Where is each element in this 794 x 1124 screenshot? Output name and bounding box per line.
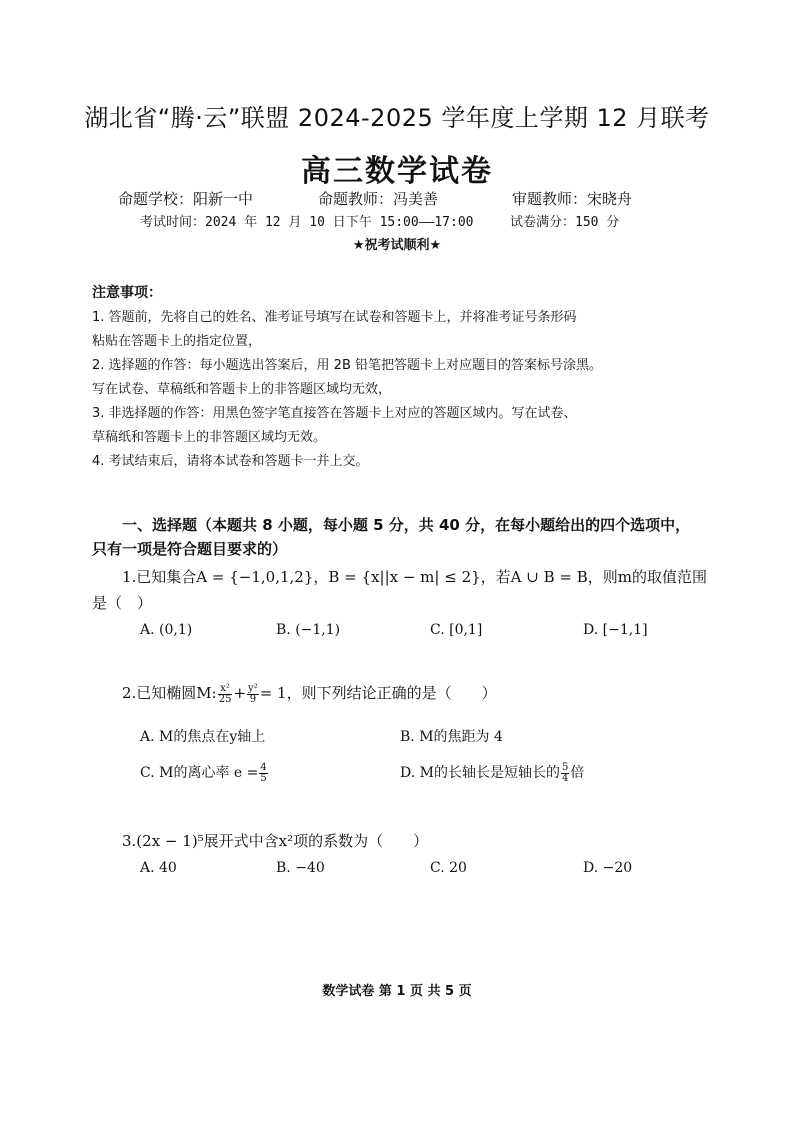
question-3-option-d: D. −20 — [583, 860, 633, 876]
question-1-option-b: B. (−1,1) — [276, 622, 341, 638]
review-teacher: 审题教师：宋晓舟 — [512, 190, 633, 208]
note-line: 2. 选择题的作答：每小题选出答案后，用 2B 铅笔把答题卡上对应题目的答案标号涂黑。 — [92, 358, 602, 373]
notes-heading: 注意事项： — [92, 285, 162, 301]
plus-sign: + — [233, 684, 247, 702]
good-luck-wish: ★祝考试顺利★ — [352, 238, 442, 253]
note-line: 4. 考试结束后，请将本试卷和答题卡一并上交。 — [92, 454, 369, 469]
question-2-stem — [122, 682, 497, 705]
question-3-stem: 3.(2x − 1)⁵展开式中含x²项的系数为（ ） — [122, 832, 429, 850]
section-heading-line2: 只有一项是符合题目要求的） — [92, 540, 288, 558]
note-line: 粘贴在答题卡上的指定位置， — [92, 334, 262, 349]
setting-teacher: 命题教师：冯美善 — [318, 190, 439, 208]
full-score: 试卷满分：150 分 — [510, 215, 620, 230]
question-3-option-c: C. 20 — [430, 860, 467, 876]
note-line: 草稿纸和答题卡上的非答题区域均无效。 — [92, 430, 327, 445]
note-line: 1. 答题前，先将自己的姓名、准考证号填写在试卷和答题卡上，并将准考证号条形码 — [92, 310, 577, 325]
question-1-option-d: D. [−1,1] — [583, 622, 648, 638]
fraction-5-over-4: $\frac{5}{4}$ — [561, 761, 569, 784]
question-2-option-c: C. M的离心率 e = $\frac{4}{5}$ — [140, 761, 267, 784]
fraction-4-over-5: $\frac{4}{5}$ — [260, 761, 267, 784]
note-line: 3. 非选择题的作答：用黑色签字笔直接答在答题卡上对应的答题区域内。写在试卷、 — [92, 406, 577, 421]
section-heading-line1: 一、选择题（本题共 8 小题，每小题 5 分，共 40 分，在每小题给出的四个选项中， — [122, 516, 691, 534]
question-3-option-a: A. 40 — [140, 860, 177, 876]
question-2-option-b: B. M的焦距为 4 — [400, 729, 503, 745]
setting-school: 命题学校：阳新一中 — [118, 190, 254, 208]
question-1-stem: 1.已知集合A = {−1,0,1,2}，B = {x||x − m| ≤ 2}，若A ∪ B = B，则m的取值范围 — [122, 568, 707, 586]
question-1-stem-cont: 是（ ） — [92, 594, 153, 612]
question-2-suffix: = 1，则下列结论正确的是（ ） — [259, 684, 497, 702]
question-2-prefix: 2.已知椭圆M: — [122, 684, 217, 702]
question-1-option-a: A. (0,1) — [140, 622, 193, 638]
exam-title: 湖北省“腾·云”联盟 2024-2025 学年度上学期 12 月联考 — [84, 104, 710, 132]
exam-time: 考试时间：2024 年 12 月 10 日下午 15:00——17:00 — [140, 215, 474, 230]
note-line: 写在试卷、草稿纸和答题卡上的非答题区域均无效， — [92, 382, 392, 397]
exam-subtitle: 高三数学试卷 — [301, 154, 493, 189]
question-2-option-d: D. M的长轴长是短轴长的 $\frac{5}{4}$ 倍 — [400, 761, 585, 784]
page-footer: 数学试卷 第 1 页 共 5 页 — [322, 984, 472, 999]
question-1-option-c: C. [0,1] — [430, 622, 483, 638]
fraction-y2-over-9: $\frac{\text{y²}}{9}$ — [248, 682, 258, 705]
question-2-option-a: A. M的焦点在y轴上 — [140, 729, 266, 745]
question-3-option-b: B. −40 — [276, 860, 325, 876]
fraction-x2-over-25: $\frac{\text{x²}}{25}$ — [218, 682, 232, 705]
